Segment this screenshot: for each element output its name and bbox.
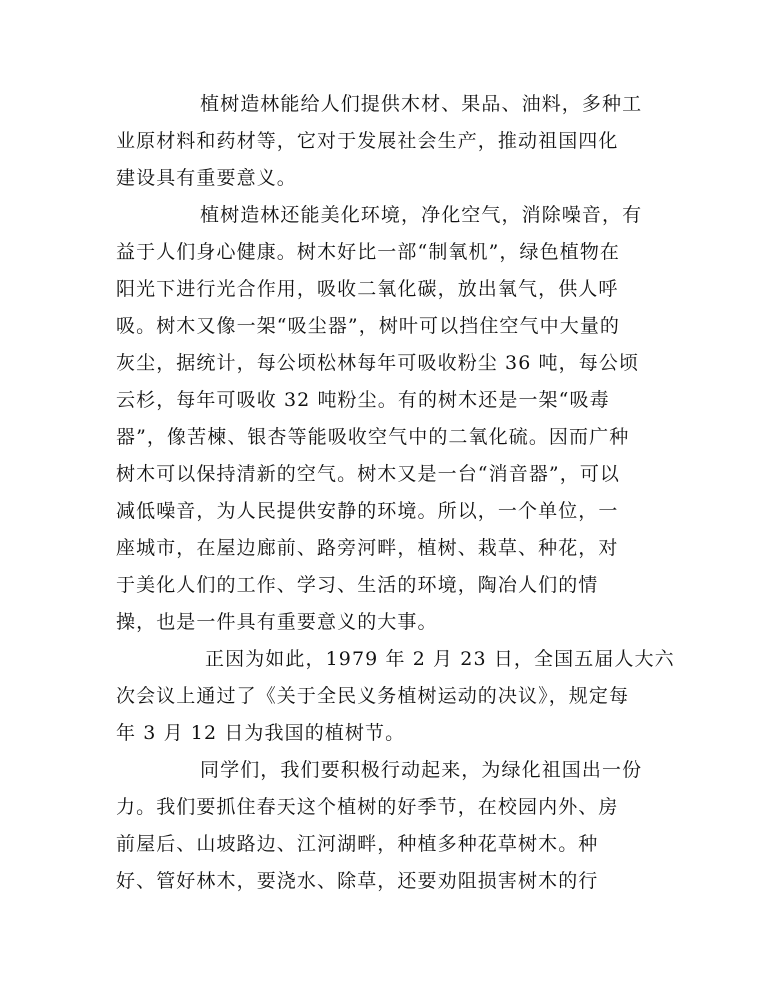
text-line: 植树造林还能美化环境，净化空气，消除噪音，有	[200, 204, 643, 226]
text-line: 好、管好林木，要浇水、除草，还要劝阻损害树木的行	[116, 870, 599, 892]
text-line: 正因为如此，1979 年 2 月 23 日，全国五届人大六	[205, 648, 675, 670]
text-line: 前屋后、山坡路边、江河湖畔，种植多种花草树木。种	[116, 833, 599, 855]
text-line: 年 3 月 12 日为我国的植树节。	[116, 722, 406, 744]
text-line: 灰尘，据统计，每公顷松林每年可吸收粉尘 36 吨，每公顷	[116, 352, 640, 374]
text-line: 植树造林能给人们提供木材、果品、油料，多种工	[200, 93, 643, 115]
text-line: 同学们，我们要积极行动起来，为绿化祖国出一份	[200, 759, 643, 781]
text-line: 减低噪音，为人民提供安静的环境。所以，一个单位，一	[116, 500, 619, 522]
text-line: 器”，像苦楝、银杏等能吸收空气中的二氧化硫。因而广种	[116, 426, 630, 448]
text-line: 树木可以保持清新的空气。树木又是一台“消音器”，可以	[116, 463, 621, 485]
text-line: 操，也是一件具有重要意义的大事。	[116, 611, 438, 633]
text-line: 阳光下进行光合作用，吸收二氧化碳，放出氧气，供人呼	[116, 278, 619, 300]
text-line: 于美化人们的工作、学习、生活的环境，陶冶人们的情	[116, 574, 599, 596]
text-line: 座城市，在屋边廊前、路旁河畔，植树、栽草、种花，对	[116, 537, 619, 559]
text-line: 业原材料和药材等，它对于发展社会生产，推动祖国四化	[116, 130, 619, 152]
text-line: 吸。树木又像一架“吸尘器”，树叶可以挡住空气中大量的	[116, 315, 621, 337]
text-line: 云杉，每年可吸收 32 吨粉尘。有的树木还是一架“吸毒	[116, 389, 610, 411]
text-line: 力。我们要抓住春天这个植树的好季节，在校园内外、房	[116, 796, 619, 818]
text-line: 次会议上通过了《关于全民义务植树运动的决议》，规定每	[116, 685, 630, 707]
text-line: 益于人们身心健康。树木好比一部“制氧机”，绿色植物在	[116, 241, 621, 263]
text-line: 建设具有重要意义。	[116, 167, 297, 189]
